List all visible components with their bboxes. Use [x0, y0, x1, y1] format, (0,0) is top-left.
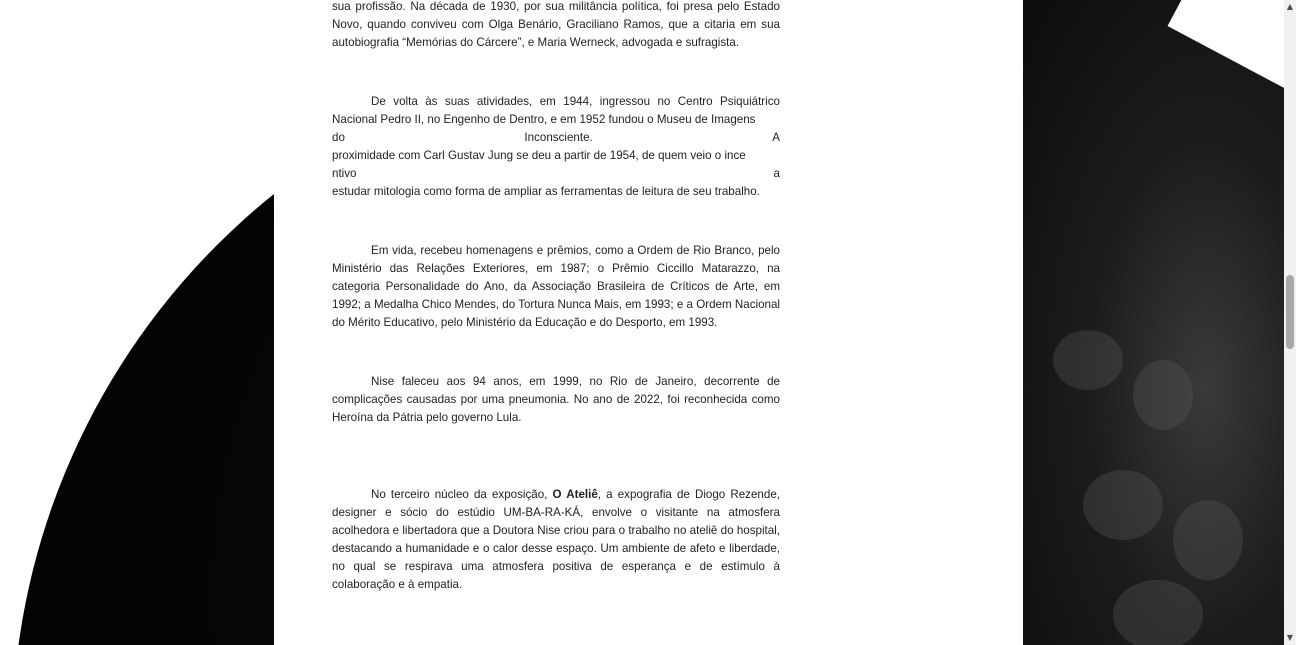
background-corner [1168, 0, 1284, 101]
paragraph-2-line-1: De volta às suas atividades, em 1944, ingressou no Centro Psiquiátrico Nacional Pedro II, no Engenho de Dentro, e em 1952 fundou o Museu de Imagens [332, 95, 780, 126]
background-shape [1133, 360, 1193, 430]
paragraph-2-word: ntivo [332, 167, 357, 180]
paragraph-2-line-5: estudar mitologia como forma de ampliar as ferramentas de leitura de seu trabalho. [332, 185, 760, 198]
paragraph-2-line-2 [332, 129, 780, 147]
paragraph-4: Nise faleceu aos 94 anos, em 1999, no Rio de Janeiro, decorrente de complicações causadas por uma pneumonia. No ano de 2022, foi reconhecida como Heroína da Pátria pelo governo Lula. [332, 375, 780, 424]
background-image-right [1023, 0, 1284, 645]
paragraph-2-word: a [773, 167, 780, 180]
background-shape [1173, 500, 1243, 580]
paragraph-3: Em vida, recebeu homenagens e prêmios, como a Ordem de Rio Branco, pelo Ministério das Relações Exteriores, em 1987; o Prêmio Ciccillo Matarazzo, na categoria Personalidade do Ano, da Associação Brasileira de Críticos de Arte, em 1992; a Medalha Chico Mendes, do Tortura Nunca Mais, em 1993; e a Ordem Nacional do Mérito Educativo, pelo Ministério da Educação e do Desporto, em 1993. [332, 244, 780, 329]
scroll-down-arrow-icon[interactable]: ▼ [1286, 633, 1294, 642]
paragraph-2 [332, 93, 780, 201]
background-shape [1113, 580, 1203, 645]
paragraph-5-text: , a expografia de Diogo Rezende, designer e sócio do estúdio UM-BA-RA-KÁ, envolve o visitante na atmosfera acolhedora e libertadora que a Doutora Nise criou para o trabalho no ateliê do hospital, destacando a humanidade e o calor desse espaço. Um ambiente de afeto e liberdade, no qual se respirava uma atmosfera positiva de esperança e de estímulo à colaboração e à empatia. [332, 488, 780, 591]
document-page [274, 0, 1023, 645]
paragraph-2-line-3: proximidade com Carl Gustav Jung se deu a partir de 1954, de quem veio o ince [332, 149, 746, 162]
background-shape [1053, 330, 1123, 390]
vertical-scrollbar[interactable] [1284, 0, 1296, 645]
paragraph-2-word: A [772, 131, 780, 144]
paragraph-1: sua profissão. Na década de 1930, por sua militância política, foi presa pelo Estado Novo, quando conviveu com Olga Benário, Graciliano Ramos, que a citaria em sua autobiografia “Memórias do Cárcere”, e Maria Werneck, advogada e sufragista. [332, 0, 780, 49]
paragraph-2-line-4 [332, 165, 780, 183]
scrollbar-thumb[interactable] [1286, 275, 1294, 349]
paragraph-5-bold-text: O Ateliê [552, 488, 598, 501]
background-image-left [0, 0, 274, 645]
background-shape [1083, 470, 1163, 540]
document-body [332, 0, 780, 594]
paragraph-5-text: No terceiro núcleo da exposição, [371, 488, 553, 501]
paragraph-2-word: do [332, 131, 345, 144]
background-dark-disc [12, 40, 274, 645]
scroll-up-arrow-icon[interactable]: ▲ [1286, 2, 1294, 11]
paragraph-5 [332, 486, 780, 594]
paragraph-2-word: Inconsciente. [524, 131, 593, 144]
